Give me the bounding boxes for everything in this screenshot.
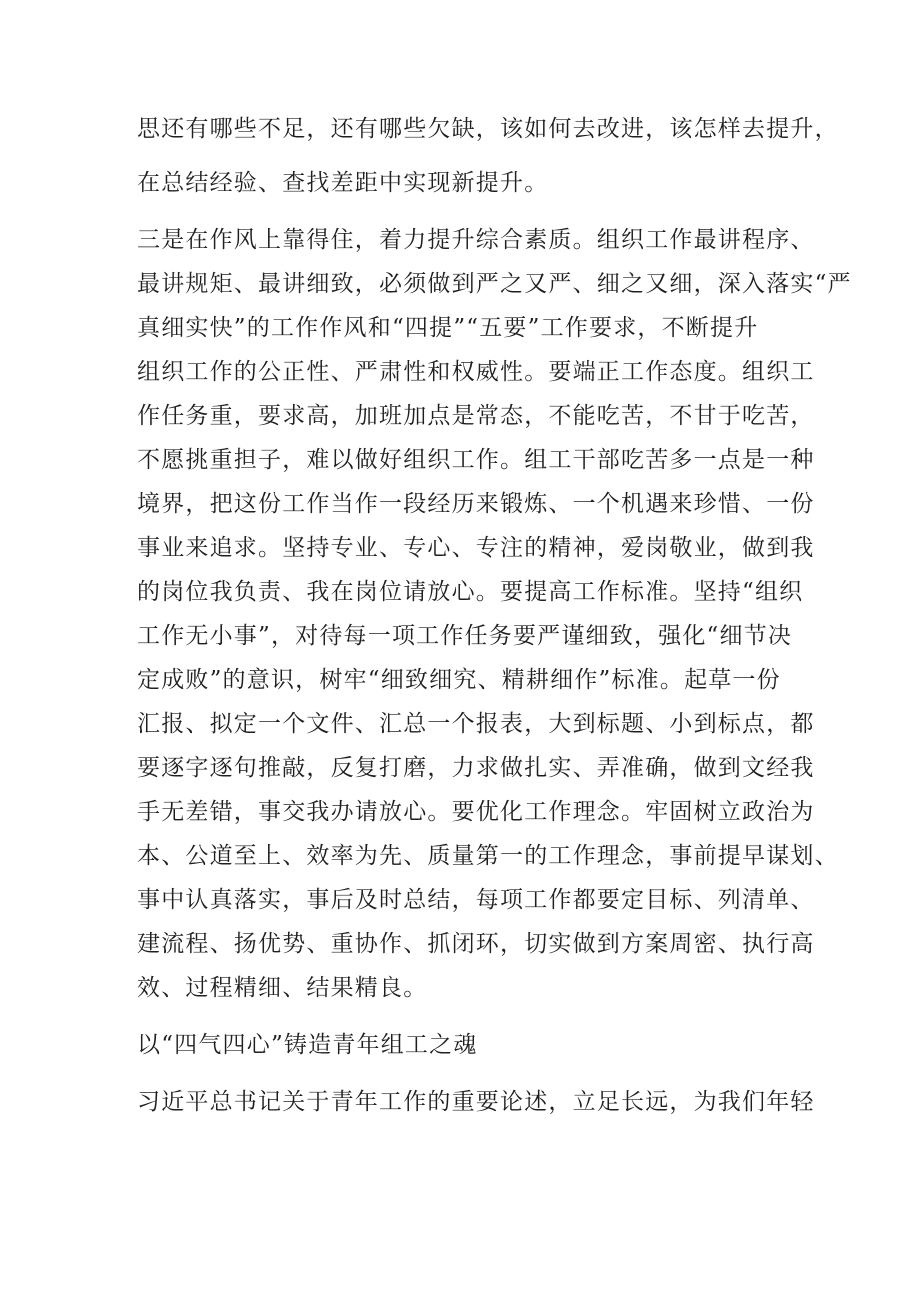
paragraph-2-line-8: 事业来追求。坚持专业、专心、专注的精神，爱岗敬业，做到我 — [137, 535, 815, 561]
paragraph-1-line-2: 在总结经验、查找差距中实现新提升。 — [137, 170, 549, 196]
paragraph-2-line-2: 最讲规矩、最讲细致，必须做到严之又严、细之又细，深入落实“严 — [137, 271, 852, 297]
paragraph-2-line-18: 效、过程精细、结果精良。 — [137, 975, 428, 1001]
paragraph-2-line-3: 真细实快”的工作作风和“四提”“五要”工作要求，不断提升 — [137, 315, 759, 341]
paragraph-2-line-7: 境界，把这份工作当作一段经历来锻炼、一个机遇来珍惜、一份 — [137, 491, 815, 517]
paragraph-2-line-11: 定成败”的意识，树牢“细致细究、精耕细作”标准。起草一份 — [137, 667, 781, 693]
paragraph-2-line-13: 要逐字逐句推敲，反复打磨，力求做扎实、弄准确，做到文经我 — [137, 755, 815, 781]
paragraph-2-line-12: 汇报、拟定一个文件、汇总一个报表，大到标题、小到标点，都 — [137, 711, 815, 737]
paragraph-2-line-10: 工作无小事”，对待每一项工作任务要严谨细致，强化“细节决 — [137, 623, 793, 649]
paragraph-2-line-6: 不愿挑重担子，难以做好组织工作。组工干部吃苦多一点是一种 — [137, 447, 815, 473]
paragraph-2-line-1: 三是在作风上靠得住，着力提升综合素质。组织工作最讲程序、 — [137, 227, 815, 253]
paragraph-2-line-9: 的岗位我负责、我在岗位请放心。要提高工作标准。坚持“组织 — [137, 579, 804, 605]
paragraph-2-line-16: 事中认真落实，事后及时总结，每项工作都要定目标、列清单、 — [137, 887, 815, 913]
paragraph-1-line-1: 思还有哪些不足，还有哪些欠缺，该如何去改进，该怎样去提升， — [137, 116, 839, 142]
section-heading: 以“四气四心”铸造青年组工之魂 — [137, 1032, 478, 1058]
paragraph-2-line-14: 手无差错，事交我办请放心。要优化工作理念。牢固树立政治为 — [137, 799, 815, 825]
paragraph-2-line-17: 建流程、扬优势、重协作、抓闭环，切实做到方案周密、执行高 — [137, 931, 815, 957]
paragraph-2-line-4: 组织工作的公正性、严肃性和权威性。要端正工作态度。组织工 — [137, 359, 815, 385]
paragraph-3-line-1: 习近平总书记关于青年工作的重要论述，立足长远，为我们年轻 — [137, 1089, 815, 1115]
paragraph-2-line-15: 本、公道至上、效率为先、质量第一的工作理念，事前提早谋划、 — [137, 843, 839, 869]
paragraph-2-line-5: 作任务重，要求高，加班加点是常态，不能吃苦，不甘于吃苦， — [137, 403, 815, 429]
